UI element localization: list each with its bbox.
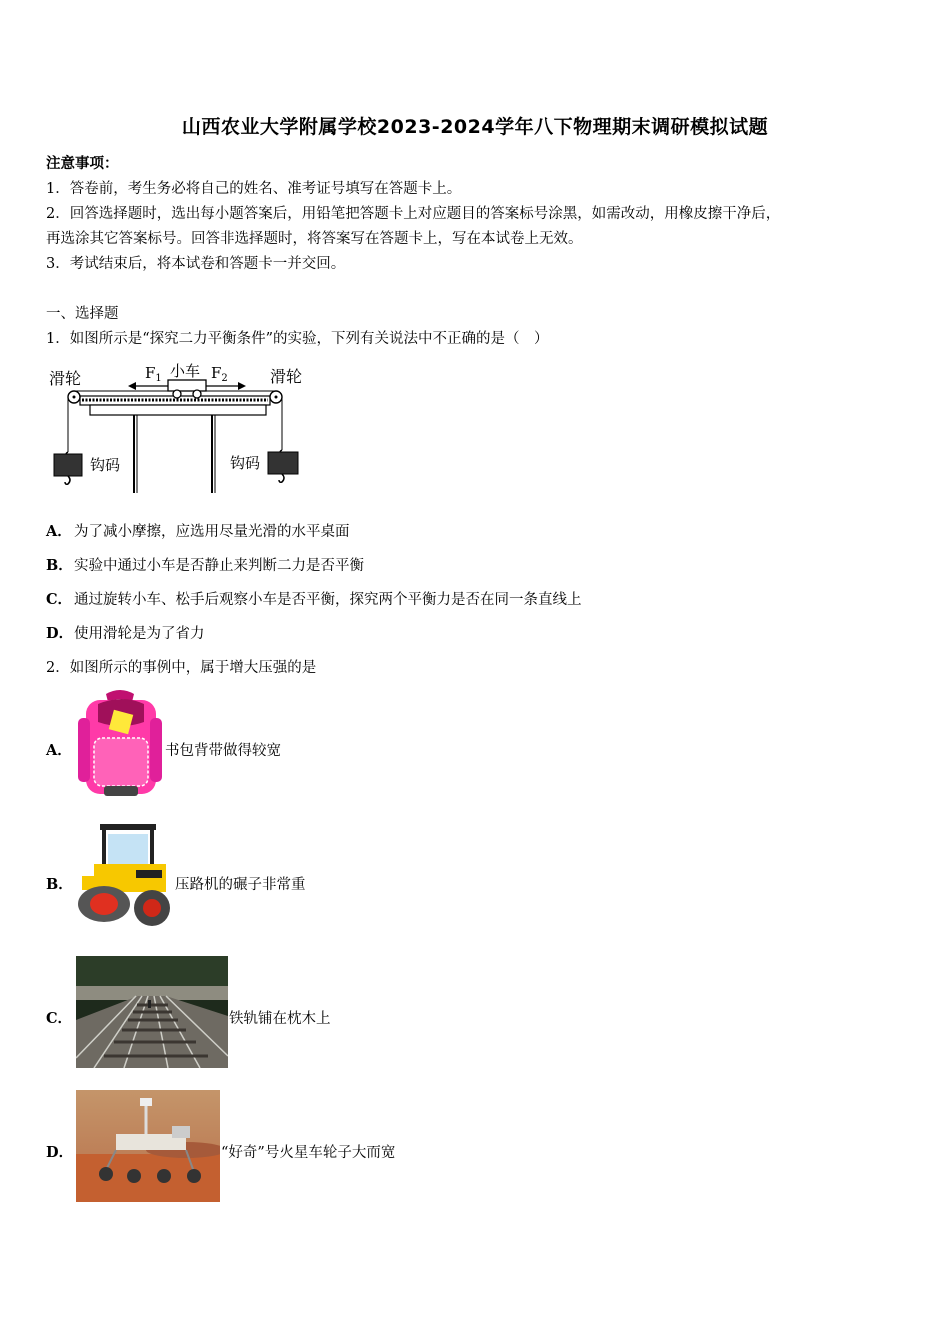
weight-left-label: 钩码 bbox=[90, 456, 121, 474]
f1-label: $F_1$ bbox=[145, 364, 162, 384]
q1-option-b-text: 实验中通过小车是否静止来判断二力是否平衡 bbox=[74, 558, 364, 574]
section-heading: 一、选择题 bbox=[46, 306, 119, 322]
page-title: 山西农业大学附属学校2023-2024学年八下物理期末调研模拟试题 bbox=[181, 116, 769, 138]
q1-option-d-letter: D． bbox=[46, 625, 74, 642]
road-roller-image bbox=[74, 822, 174, 926]
q1-option-c-letter: C． bbox=[46, 591, 73, 608]
pulley-right-label: 滑轮 bbox=[270, 367, 303, 386]
weight-right bbox=[268, 452, 298, 474]
q2-option-b-letter: B． bbox=[46, 876, 73, 893]
pulley-left-label: 滑轮 bbox=[49, 369, 82, 388]
cart-wheel-right bbox=[193, 390, 201, 398]
q2-option-c-text: 铁轨铺在枕木上 bbox=[229, 1011, 331, 1027]
cart-label: 小车 bbox=[170, 362, 201, 380]
q2-option-a-text: 书包背带做得较宽 bbox=[165, 743, 281, 759]
q1-option-b-letter: B． bbox=[46, 557, 73, 574]
q2-option-b-text: 压路机的碾子非常重 bbox=[175, 877, 306, 893]
cart-body bbox=[168, 380, 206, 391]
q2-option-c-letter: C． bbox=[46, 1010, 73, 1027]
q2-option-d-letter: D． bbox=[46, 1144, 74, 1161]
question-1-stem: 1．如图所示是“探究二力平衡条件”的实验，下列有关说法中不正确的是（ ） bbox=[46, 331, 549, 347]
f2-label: $F_2$ bbox=[211, 364, 228, 384]
table-frame bbox=[90, 405, 266, 415]
q1-option-a-text: 为了减小摩擦，应选用尽量光滑的水平桌面 bbox=[74, 524, 350, 540]
railway-track-image bbox=[76, 956, 228, 1068]
notice-item-2-cont: 再选涂其它答案标号。回答非选择题时，将答案写在答题卡上，写在本试卷上无效。 bbox=[46, 231, 583, 247]
notice-item-1: 1．答卷前，考生务必将自己的姓名、准考证号填写在答题卡上。 bbox=[46, 181, 462, 197]
q1-option-d-text: 使用滑轮是为了省力 bbox=[74, 626, 205, 642]
balance-experiment-figure bbox=[44, 356, 314, 496]
q2-option-d-text: “好奇”号火星车轮子大而宽 bbox=[221, 1145, 396, 1161]
weight-right-label: 钩码 bbox=[230, 454, 261, 472]
q1-option-a-letter: A． bbox=[46, 523, 72, 540]
notice-item-3: 3．考试结束后，将本试卷和答题卡一并交回。 bbox=[46, 256, 346, 272]
mars-rover-image bbox=[76, 1090, 220, 1202]
cart-wheel-left bbox=[173, 390, 181, 398]
q2-option-a-letter: A． bbox=[46, 742, 72, 759]
notice-heading: 注意事项： bbox=[46, 155, 119, 172]
question-2-stem: 2．如图所示的事例中，属于增大压强的是 bbox=[46, 660, 317, 676]
notice-item-2: 2．回答选择题时，选出每小题答案后，用铅笔把答题卡上对应题目的答案标号涂黑，如需改动，用橡皮擦干净后， bbox=[46, 206, 781, 222]
backpack-image bbox=[76, 688, 164, 800]
q1-option-c-text: 通过旋转小车、松手后观察小车是否平衡，探究两个平衡力是否在同一条直线上 bbox=[74, 592, 582, 608]
weight-left bbox=[54, 454, 82, 476]
